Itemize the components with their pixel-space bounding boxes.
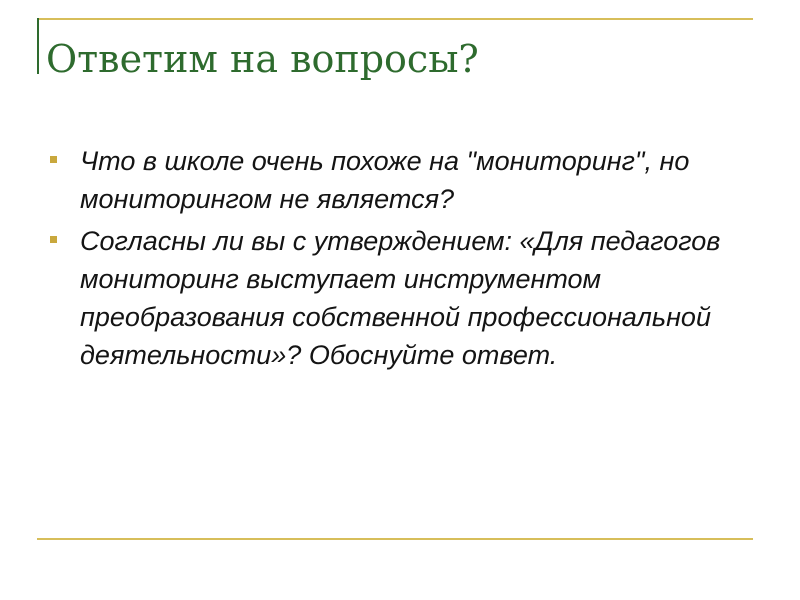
bottom-divider (37, 538, 753, 540)
bullet-item-2 (50, 222, 740, 374)
top-divider (37, 18, 753, 20)
square-bullet-icon (50, 156, 57, 163)
left-accent-line (37, 18, 39, 74)
bullet-text: Согласны ли вы с утверждением: «Для педагогов мониторинг выступает инструментом преобразования собственной профессиональной деятельности»? Обоснуйте ответ. (80, 226, 721, 370)
slide-title: Ответим на вопросы? (46, 37, 479, 81)
bullet-list (50, 142, 740, 378)
square-bullet-icon (50, 236, 57, 243)
bullet-item-1 (50, 142, 740, 218)
bullet-text: Что в школе очень похоже на "мониторинг", но мониторингом не является? (80, 146, 690, 214)
